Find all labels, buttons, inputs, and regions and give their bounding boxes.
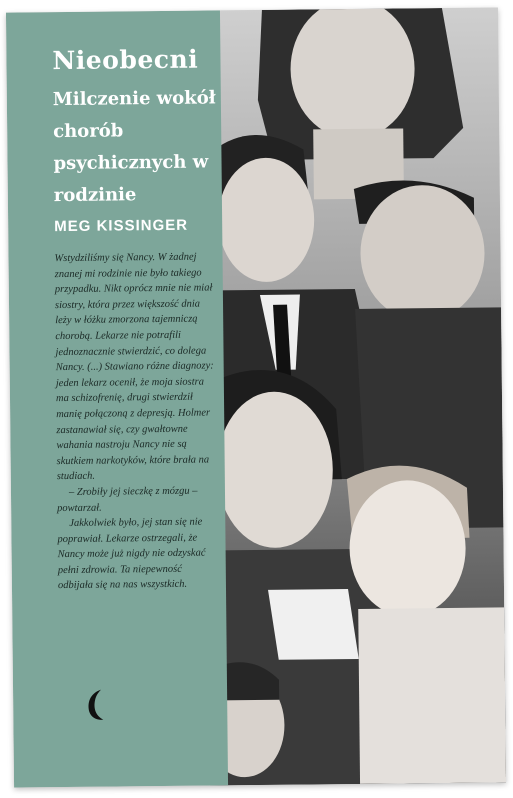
book-author: MEG KISSINGER — [54, 216, 189, 236]
blurb-paragraph-1: Wstydziliśmy się Nancy. W żadnej znanej mi rodzinie nie było takiego przypadku. Nikt oprócz mnie nie miał siostry, która przez większość dnia leży w łóżku zmorzona tajemniczą chorobą. Lekarze nie potrafili jednoznacznie stwierdzić, co dolega Nancy. (...) Stawiano różne diagnozy: jeden lekarz ocenił, że moja siostra ma schizofrenię, drugi stwierdził manię połączoną z depresją. Holmer zastanawiał się, czy gwałtowne wahania nastroju Nancy nie są skutkiem narkotyków, które brała na studiach. — [54, 251, 214, 483]
book-blurb — [54, 249, 218, 594]
book-title: Nieobecni — [52, 44, 199, 76]
publisher-logo-icon — [85, 688, 107, 722]
book-cover — [6, 7, 506, 787]
blurb-paragraph-2: – Zrobiły jej sieczkę z mózgu – powtarzał. — [57, 485, 198, 514]
family-photo — [202, 7, 506, 785]
family-photo-illustration — [202, 7, 506, 785]
blurb-paragraph-3: Jakkolwiek było, jej stan się nie poprawiał. Lekarze ostrzegali, że Nancy może już nigdy nie odzyskać pełni zdrowia. Ta niepewność odbijała się na nas wszystkich. — [57, 516, 206, 592]
book-subtitle: Milczenie wokół chorób psychicznych w rodzinie — [52, 87, 216, 207]
cover-text-panel — [6, 10, 228, 787]
